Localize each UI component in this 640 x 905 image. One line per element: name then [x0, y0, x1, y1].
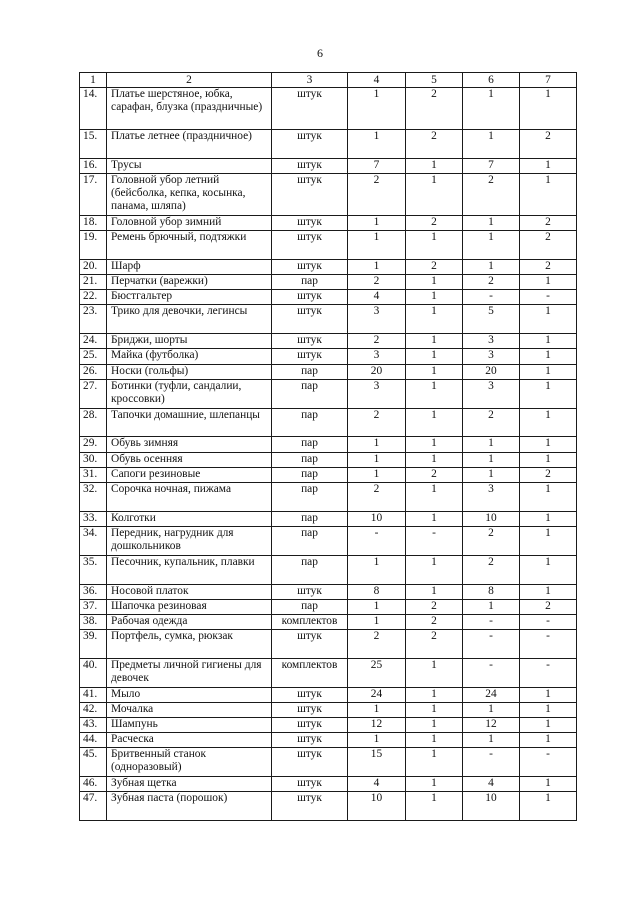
header-cell: 6: [463, 73, 520, 88]
value-col5: 1: [406, 158, 463, 173]
table-row: [80, 482, 577, 511]
value-col6: 2: [463, 173, 520, 215]
value-col6: 2: [463, 275, 520, 290]
table-row: [80, 792, 577, 821]
page-number: 6: [317, 46, 323, 60]
value-col6: 8: [463, 584, 520, 599]
value-col5: 1: [406, 275, 463, 290]
row-number: 25.: [80, 349, 107, 364]
row-number: 30.: [80, 452, 107, 467]
value-col4: 1: [348, 231, 406, 260]
value-col4: 1: [348, 733, 406, 748]
item-name: Трико для девочки, легинсы: [107, 305, 272, 334]
value-col7: 2: [520, 467, 577, 482]
value-col7: 1: [520, 777, 577, 792]
table-row: [80, 687, 577, 702]
value-col5: 2: [406, 87, 463, 129]
value-col4: 1: [348, 614, 406, 629]
value-col4: 3: [348, 349, 406, 364]
table-row: [80, 452, 577, 467]
header-cell: 1: [80, 73, 107, 88]
item-name: Колготки: [107, 511, 272, 526]
row-number: 42.: [80, 702, 107, 717]
unit-cell: штук: [272, 259, 348, 274]
value-col4: 15: [348, 748, 406, 777]
row-number: 39.: [80, 630, 107, 659]
value-col7: -: [520, 748, 577, 777]
value-col6: 5: [463, 305, 520, 334]
item-name: Ботинки (туфли, сандалии, кроссовки): [107, 379, 272, 408]
value-col5: 1: [406, 748, 463, 777]
header-cell: 5: [406, 73, 463, 88]
row-number: 41.: [80, 687, 107, 702]
item-name: Шарф: [107, 259, 272, 274]
row-number: 43.: [80, 718, 107, 733]
table-row: [80, 129, 577, 158]
table-row: [80, 702, 577, 717]
unit-cell: штук: [272, 290, 348, 305]
row-number: 18.: [80, 215, 107, 230]
value-col7: -: [520, 630, 577, 659]
value-col4: 7: [348, 158, 406, 173]
item-name: Расческа: [107, 733, 272, 748]
row-number: 20.: [80, 259, 107, 274]
value-col4: 4: [348, 290, 406, 305]
value-col4: 2: [348, 173, 406, 215]
value-col5: 1: [406, 437, 463, 452]
item-name: Головной убор летний (бейсболка, кепка, косынка, панама, шляпа): [107, 173, 272, 215]
value-col6: 1: [463, 129, 520, 158]
value-col6: 1: [463, 215, 520, 230]
value-col5: 1: [406, 718, 463, 733]
table-row: [80, 658, 577, 687]
value-col5: 1: [406, 777, 463, 792]
value-col4: 1: [348, 259, 406, 274]
value-col6: 3: [463, 334, 520, 349]
value-col6: 2: [463, 555, 520, 584]
value-col4: 12: [348, 718, 406, 733]
item-name: Платье летнее (праздничное): [107, 129, 272, 158]
row-number: 33.: [80, 511, 107, 526]
unit-cell: пар: [272, 275, 348, 290]
value-col5: 1: [406, 733, 463, 748]
table-row: [80, 718, 577, 733]
value-col4: 1: [348, 129, 406, 158]
header-cell: 4: [348, 73, 406, 88]
value-col6: 2: [463, 526, 520, 555]
unit-cell: штук: [272, 349, 348, 364]
item-name: Бритвенный станок (одноразовый): [107, 748, 272, 777]
value-col6: 20: [463, 364, 520, 379]
row-number: 17.: [80, 173, 107, 215]
value-col6: 1: [463, 231, 520, 260]
table-row: [80, 334, 577, 349]
item-name: Носки (гольфы): [107, 364, 272, 379]
value-col5: 1: [406, 511, 463, 526]
value-col5: 2: [406, 129, 463, 158]
item-name: Портфель, сумка, рюкзак: [107, 630, 272, 659]
header-cell: 7: [520, 73, 577, 88]
unit-cell: пар: [272, 599, 348, 614]
row-number: 47.: [80, 792, 107, 821]
value-col5: 1: [406, 792, 463, 821]
table-row: [80, 173, 577, 215]
row-number: 44.: [80, 733, 107, 748]
value-col7: -: [520, 658, 577, 687]
value-col7: 1: [520, 173, 577, 215]
value-col4: 10: [348, 511, 406, 526]
item-name: Обувь осенняя: [107, 452, 272, 467]
value-col4: 24: [348, 687, 406, 702]
value-col6: -: [463, 658, 520, 687]
row-number: 32.: [80, 482, 107, 511]
value-col5: 1: [406, 658, 463, 687]
value-col5: 2: [406, 599, 463, 614]
value-col7: 1: [520, 702, 577, 717]
row-number: 36.: [80, 584, 107, 599]
value-col7: 1: [520, 364, 577, 379]
table-row: [80, 408, 577, 437]
value-col4: 2: [348, 334, 406, 349]
value-col5: 2: [406, 215, 463, 230]
table-header-row: [80, 73, 577, 88]
value-col7: 1: [520, 511, 577, 526]
value-col5: 1: [406, 452, 463, 467]
item-name: Платье шерстяное, юбка, сарафан, блузка (праздничные): [107, 87, 272, 129]
value-col6: 24: [463, 687, 520, 702]
value-col7: 1: [520, 482, 577, 511]
value-col4: 3: [348, 305, 406, 334]
value-col5: 2: [406, 467, 463, 482]
table-row: [80, 87, 577, 129]
row-number: 14.: [80, 87, 107, 129]
value-col6: -: [463, 630, 520, 659]
value-col5: 1: [406, 173, 463, 215]
row-number: 27.: [80, 379, 107, 408]
value-col5: 2: [406, 259, 463, 274]
value-col4: 3: [348, 379, 406, 408]
table-row: [80, 599, 577, 614]
row-number: 21.: [80, 275, 107, 290]
value-col7: 1: [520, 275, 577, 290]
row-number: 24.: [80, 334, 107, 349]
item-name: Песочник, купальник, плавки: [107, 555, 272, 584]
row-number: 34.: [80, 526, 107, 555]
value-col6: 1: [463, 437, 520, 452]
unit-cell: комплектов: [272, 614, 348, 629]
item-name: Перчатки (варежки): [107, 275, 272, 290]
value-col7: 1: [520, 437, 577, 452]
value-col7: 1: [520, 158, 577, 173]
item-name: Шапочка резиновая: [107, 599, 272, 614]
unit-cell: пар: [272, 511, 348, 526]
value-col6: 7: [463, 158, 520, 173]
value-col7: 1: [520, 733, 577, 748]
item-name: Зубная паста (порошок): [107, 792, 272, 821]
table-row: [80, 158, 577, 173]
item-name: Тапочки домашние, шлепанцы: [107, 408, 272, 437]
value-col4: 20: [348, 364, 406, 379]
value-col5: 1: [406, 305, 463, 334]
row-number: 16.: [80, 158, 107, 173]
table-row: [80, 259, 577, 274]
unit-cell: штук: [272, 231, 348, 260]
table-row: [80, 511, 577, 526]
value-col5: -: [406, 526, 463, 555]
row-number: 31.: [80, 467, 107, 482]
value-col5: 1: [406, 687, 463, 702]
value-col4: 8: [348, 584, 406, 599]
unit-cell: пар: [272, 364, 348, 379]
value-col6: 4: [463, 777, 520, 792]
table-row: [80, 349, 577, 364]
value-col4: 1: [348, 215, 406, 230]
clothing-norms-table: [79, 72, 577, 821]
table-row: [80, 231, 577, 260]
value-col4: 4: [348, 777, 406, 792]
row-number: 46.: [80, 777, 107, 792]
value-col5: 1: [406, 555, 463, 584]
value-col7: 1: [520, 349, 577, 364]
row-number: 37.: [80, 599, 107, 614]
unit-cell: штук: [272, 158, 348, 173]
unit-cell: штук: [272, 748, 348, 777]
row-number: 38.: [80, 614, 107, 629]
unit-cell: штук: [272, 718, 348, 733]
item-name: Предметы личной гигиены для девочек: [107, 658, 272, 687]
unit-cell: штук: [272, 173, 348, 215]
value-col4: 1: [348, 702, 406, 717]
table-row: [80, 748, 577, 777]
value-col6: 12: [463, 718, 520, 733]
unit-cell: штук: [272, 777, 348, 792]
value-col5: 1: [406, 702, 463, 717]
value-col6: -: [463, 614, 520, 629]
value-col4: 1: [348, 555, 406, 584]
value-col7: 1: [520, 379, 577, 408]
value-col7: -: [520, 614, 577, 629]
value-col5: 1: [406, 290, 463, 305]
table-row: [80, 584, 577, 599]
item-name: Бюстгальтер: [107, 290, 272, 305]
value-col5: 2: [406, 630, 463, 659]
value-col4: 2: [348, 482, 406, 511]
value-col7: 2: [520, 231, 577, 260]
unit-cell: штук: [272, 792, 348, 821]
value-col5: 1: [406, 408, 463, 437]
unit-cell: штук: [272, 702, 348, 717]
value-col4: 1: [348, 467, 406, 482]
value-col7: 2: [520, 599, 577, 614]
value-col7: 1: [520, 584, 577, 599]
unit-cell: штук: [272, 334, 348, 349]
value-col6: 1: [463, 259, 520, 274]
unit-cell: штук: [272, 215, 348, 230]
value-col4: 2: [348, 408, 406, 437]
item-name: Зубная щетка: [107, 777, 272, 792]
value-col7: 1: [520, 408, 577, 437]
table-row: [80, 614, 577, 629]
unit-cell: штук: [272, 305, 348, 334]
value-col6: 2: [463, 408, 520, 437]
row-number: 22.: [80, 290, 107, 305]
item-name: Носовой платок: [107, 584, 272, 599]
value-col4: 25: [348, 658, 406, 687]
value-col4: 2: [348, 630, 406, 659]
unit-cell: пар: [272, 482, 348, 511]
value-col6: 1: [463, 87, 520, 129]
unit-cell: штук: [272, 687, 348, 702]
unit-cell: пар: [272, 437, 348, 452]
item-name: Мыло: [107, 687, 272, 702]
value-col5: 1: [406, 231, 463, 260]
value-col7: 2: [520, 215, 577, 230]
value-col5: 1: [406, 584, 463, 599]
value-col6: 1: [463, 702, 520, 717]
value-col6: 1: [463, 467, 520, 482]
item-name: Майка (футболка): [107, 349, 272, 364]
value-col7: 1: [520, 526, 577, 555]
table-row: [80, 630, 577, 659]
value-col7: 1: [520, 792, 577, 821]
value-col6: 10: [463, 511, 520, 526]
value-col7: 1: [520, 87, 577, 129]
table-row: [80, 305, 577, 334]
value-col7: 2: [520, 129, 577, 158]
item-name: Мочалка: [107, 702, 272, 717]
unit-cell: штук: [272, 630, 348, 659]
row-number: 45.: [80, 748, 107, 777]
unit-cell: комплектов: [272, 658, 348, 687]
value-col6: 3: [463, 482, 520, 511]
table-row: [80, 379, 577, 408]
value-col4: 1: [348, 452, 406, 467]
unit-cell: штук: [272, 87, 348, 129]
unit-cell: штук: [272, 733, 348, 748]
value-col6: 3: [463, 379, 520, 408]
table-row: [80, 555, 577, 584]
item-name: Ремень брючный, подтяжки: [107, 231, 272, 260]
item-name: Трусы: [107, 158, 272, 173]
value-col6: -: [463, 290, 520, 305]
value-col6: -: [463, 748, 520, 777]
item-name: Сапоги резиновые: [107, 467, 272, 482]
table-row: [80, 290, 577, 305]
table-row: [80, 777, 577, 792]
item-name: Обувь зимняя: [107, 437, 272, 452]
value-col5: 2: [406, 614, 463, 629]
value-col5: 1: [406, 349, 463, 364]
item-name: Сорочка ночная, пижама: [107, 482, 272, 511]
unit-cell: пар: [272, 408, 348, 437]
header-cell: 3: [272, 73, 348, 88]
value-col4: -: [348, 526, 406, 555]
value-col7: 1: [520, 687, 577, 702]
unit-cell: штук: [272, 129, 348, 158]
item-name: Шампунь: [107, 718, 272, 733]
value-col4: 1: [348, 437, 406, 452]
row-number: 23.: [80, 305, 107, 334]
value-col4: 2: [348, 275, 406, 290]
value-col5: 1: [406, 482, 463, 511]
value-col5: 1: [406, 334, 463, 349]
unit-cell: штук: [272, 584, 348, 599]
value-col7: 1: [520, 718, 577, 733]
table-row: [80, 364, 577, 379]
row-number: 29.: [80, 437, 107, 452]
value-col4: 1: [348, 599, 406, 614]
item-name: Головной убор зимний: [107, 215, 272, 230]
value-col7: -: [520, 290, 577, 305]
table-row: [80, 526, 577, 555]
row-number: 19.: [80, 231, 107, 260]
unit-cell: пар: [272, 526, 348, 555]
value-col7: 2: [520, 259, 577, 274]
value-col5: 1: [406, 364, 463, 379]
value-col7: 1: [520, 334, 577, 349]
value-col6: 10: [463, 792, 520, 821]
unit-cell: пар: [272, 555, 348, 584]
table-row: [80, 215, 577, 230]
row-number: 26.: [80, 364, 107, 379]
value-col5: 1: [406, 379, 463, 408]
table-row: [80, 467, 577, 482]
value-col4: 10: [348, 792, 406, 821]
value-col6: 1: [463, 599, 520, 614]
value-col4: 1: [348, 87, 406, 129]
row-number: 35.: [80, 555, 107, 584]
row-number: 28.: [80, 408, 107, 437]
header-cell: 2: [107, 73, 272, 88]
row-number: 40.: [80, 658, 107, 687]
value-col7: 1: [520, 555, 577, 584]
table-row: [80, 437, 577, 452]
value-col6: 3: [463, 349, 520, 364]
unit-cell: пар: [272, 467, 348, 482]
item-name: Бриджи, шорты: [107, 334, 272, 349]
table-row: [80, 275, 577, 290]
value-col6: 1: [463, 452, 520, 467]
row-number: 15.: [80, 129, 107, 158]
value-col7: 1: [520, 452, 577, 467]
value-col7: 1: [520, 305, 577, 334]
table-row: [80, 733, 577, 748]
item-name: Рабочая одежда: [107, 614, 272, 629]
item-name: Передник, нагрудник для дошкольников: [107, 526, 272, 555]
unit-cell: пар: [272, 452, 348, 467]
value-col6: 1: [463, 733, 520, 748]
unit-cell: пар: [272, 379, 348, 408]
